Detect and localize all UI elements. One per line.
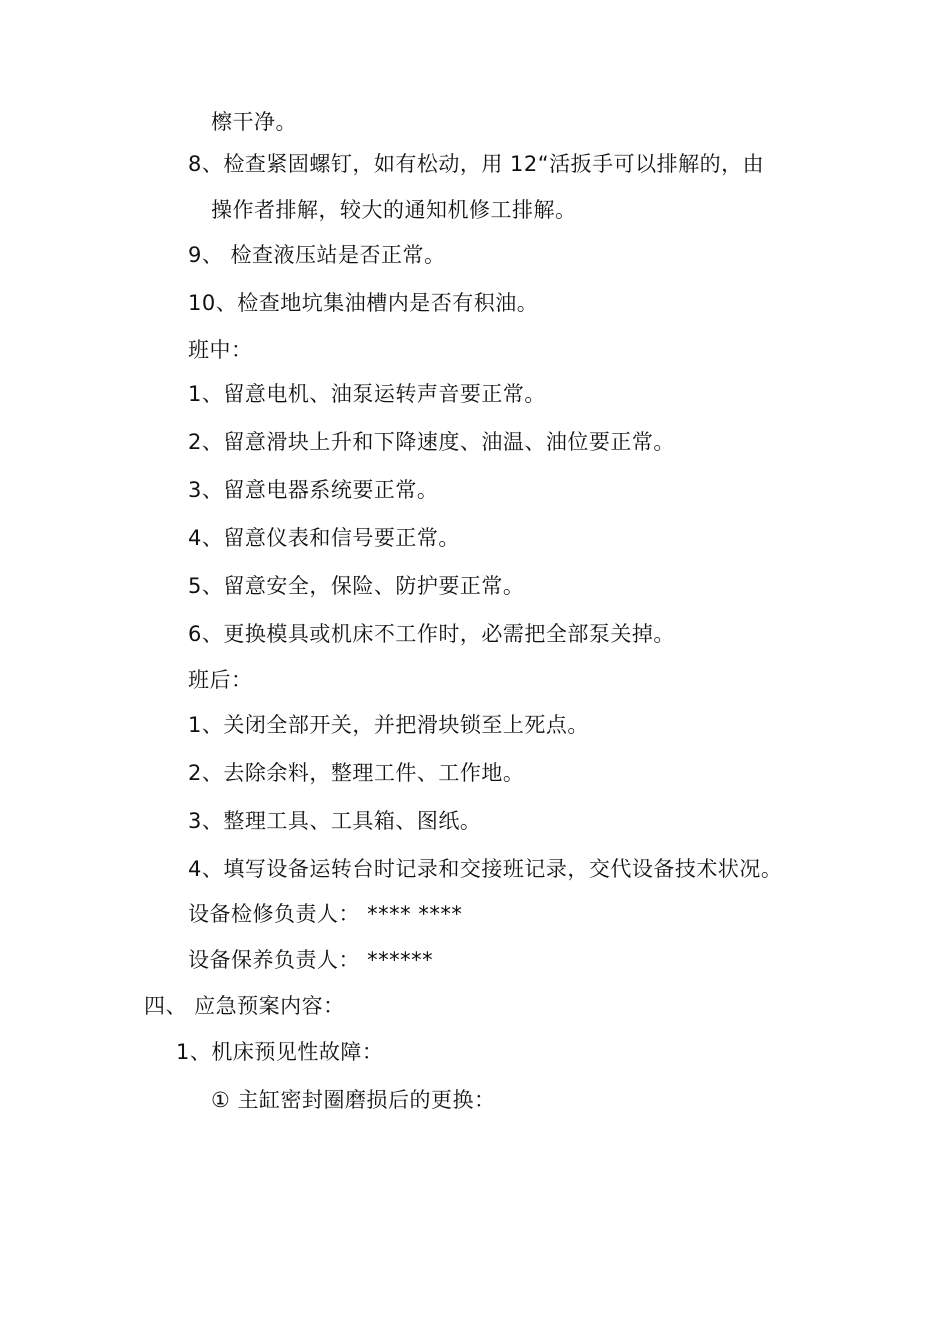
section-heading-emergency-plan: 四、 应急预案内容： xyxy=(144,994,345,1018)
text-line-14: 1、关闭全部开关，并把滑块锁至上死点。 xyxy=(188,713,589,737)
text-line-5: 10、检查地坑集油槽内是否有积油。 xyxy=(188,291,539,315)
text-line-12: 6、更换模具或机床不工作时，必需把全部泵关掉。 xyxy=(188,622,675,646)
upkeep-manager-line: 设备保养负责人： ****** xyxy=(188,948,434,972)
text-line-8: 2、留意滑块上升和下降速度、油温、油位要正常。 xyxy=(188,430,675,454)
text-line-2: 8、检查紧固螺钉，如有松动，用 12“活扳手可以排解的，由 xyxy=(188,152,765,176)
item-seal-replacement: ① 主缸密封圈磨损后的更换： xyxy=(211,1088,496,1112)
text-line-7: 1、留意电机、油泵运转声音要正常。 xyxy=(188,382,546,406)
maintenance-manager-line: 设备检修负责人： **** **** xyxy=(188,902,463,926)
text-line-16: 3、整理工具、工具箱、图纸。 xyxy=(188,809,482,833)
text-line-1: 檫干净。 xyxy=(211,110,297,134)
text-line-9: 3、留意电器系统要正常。 xyxy=(188,478,439,502)
section-heading-after-shift: 班后： xyxy=(188,668,253,692)
text-line-10: 4、留意仪表和信号要正常。 xyxy=(188,526,460,550)
section-heading-during-shift: 班中： xyxy=(188,338,253,362)
subsection-heading-predictable-faults: 1、机床预见性故障： xyxy=(176,1040,384,1064)
text-line-4: 9、 检查液压站是否正常。 xyxy=(188,243,446,267)
text-line-17: 4、填写设备运转台时记录和交接班记录，交代设备技术状况。 xyxy=(188,857,783,881)
text-line-15: 2、去除余料，整理工件、工作地。 xyxy=(188,761,525,785)
text-line-11: 5、留意安全，保险、防护要正常。 xyxy=(188,574,525,598)
text-line-3: 操作者排解，较大的通知机修工排解。 xyxy=(211,198,577,222)
